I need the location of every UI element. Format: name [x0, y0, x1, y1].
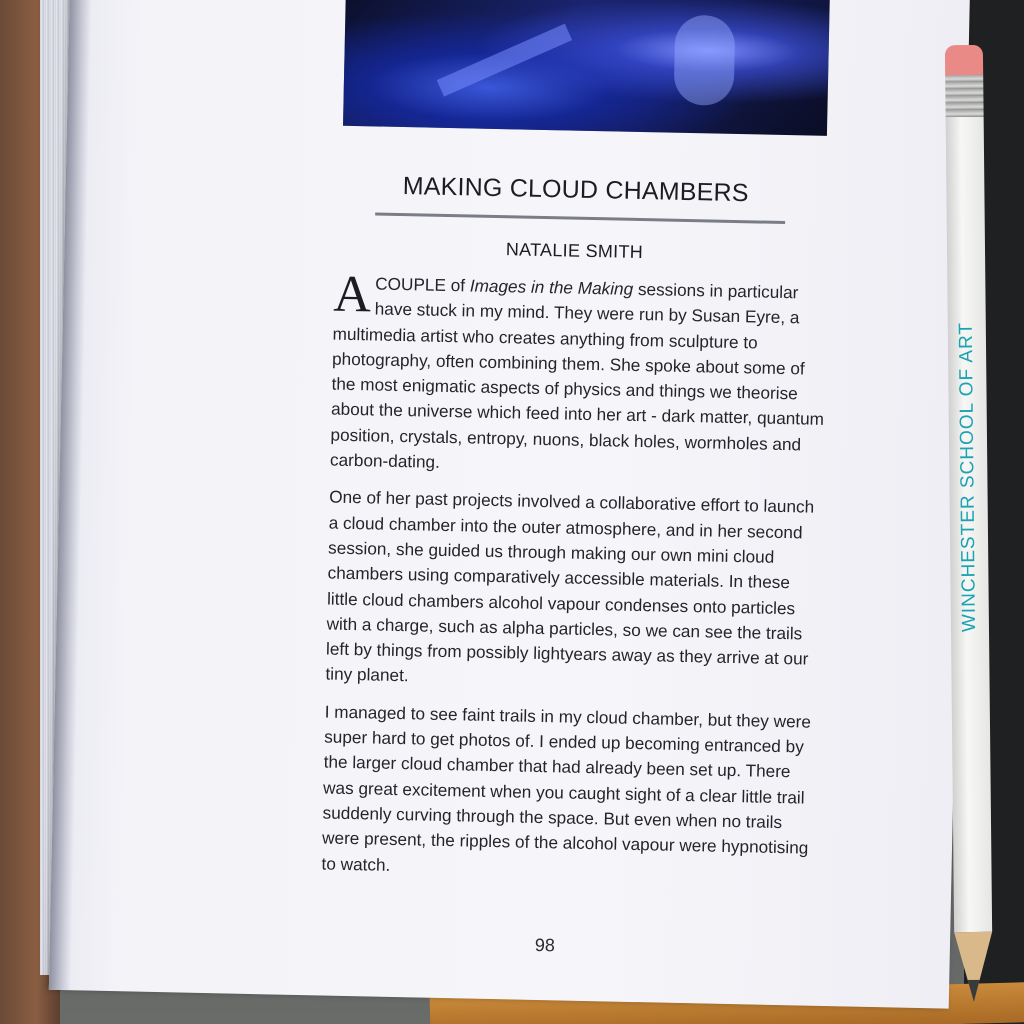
paragraph-1-italic: Images in the Making [469, 275, 634, 299]
page-number: 98 [534, 934, 556, 956]
pencil-body [946, 117, 993, 932]
paragraph-1 [329, 265, 829, 484]
pencil-branding: WINCHESTER SCHOOL OF ART [955, 321, 981, 633]
photo-light-streak [437, 24, 572, 97]
pencil-ferrule [945, 75, 983, 117]
title-divider [375, 212, 785, 224]
paragraph-1-of: of [445, 274, 471, 296]
photo-light-glow [674, 15, 736, 106]
pencil-lead [968, 980, 980, 1002]
article-title: MAKING CLOUD CHAMBERS [402, 172, 749, 208]
article-author: NATALIE SMITH [505, 239, 644, 263]
cloud-chamber-photo [343, 0, 830, 136]
article-body [321, 265, 829, 899]
paragraph-1-rest: sessions in particular have stuck in my mind. They were run by Susan Eyre, a multimedia artist who creates anything from sculpture to photography, often combining them. She spoke about some of the most enigmatic aspects of physics and things we theorise about the universe which feed into her art - dark matter, quantum position, crystals, entropy, nuons, black holes, wormholes and carbon-dating. [329, 278, 825, 472]
book-page [49, 0, 970, 1009]
paragraph-3: I managed to see faint trails in my cloud chamber, but they were super hard to get photos of. I ended up becoming entranced by the larger cloud chamber that had already been set up. There was great excitement when you caught sight of a clear little trail suddenly curving through the space. But even when no trails were present, the ripples of the alcohol vapour were hypnotising to watch. [321, 701, 812, 875]
paragraph-2: One of her past projects involved a collaborative effort to launch a cloud chamber into the outer atmosphere, and in her second session, she guided us through making our own mini cloud chambers using comparatively accessible materials. In these little cloud chambers alcohol vapour condenses onto particles with a charge, such as alpha particles, so we can see the trails left by things from possibly lightyears away as they arrive at our tiny planet. [325, 486, 815, 686]
drop-cap: A [332, 265, 372, 324]
paragraph-1-lead: COUPLE [375, 273, 447, 295]
pencil-eraser [945, 45, 983, 77]
